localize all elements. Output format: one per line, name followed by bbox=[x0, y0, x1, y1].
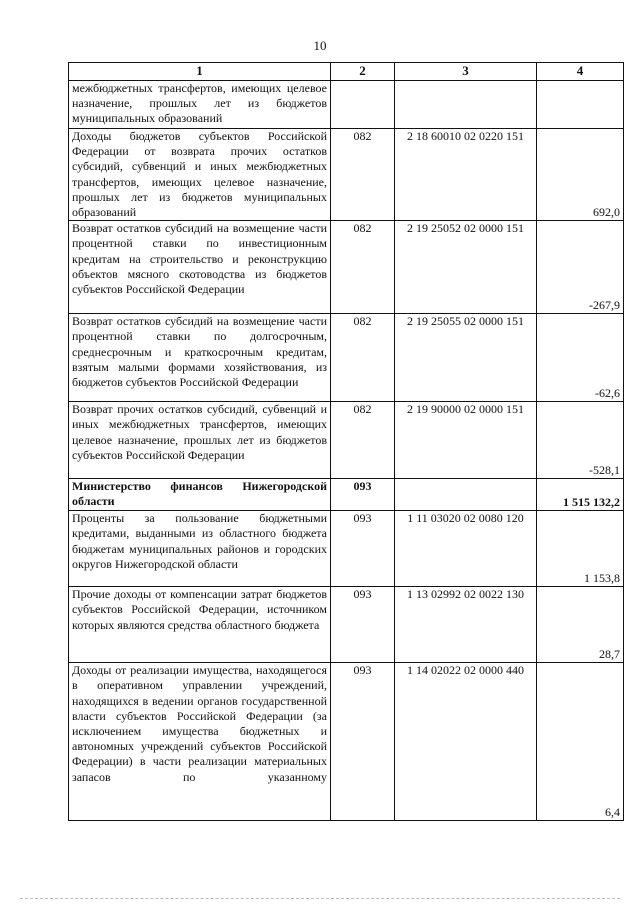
row-name: Министерство финансов Нижегородской области bbox=[69, 479, 331, 511]
row-name: Возврат остатков субсидий на возмещение части процентной ставки по долгосрочным, среднесрочным и краткосрочным кредитам, взятым малыми формами хозяйствования, из бюджетов субъектов Российской Федерации bbox=[69, 314, 331, 402]
row-kbk: 2 19 90000 02 0000 151 bbox=[395, 402, 537, 479]
row-amount: 1 515 132,2 bbox=[537, 479, 624, 511]
table-row bbox=[69, 81, 624, 129]
row-code: 093 bbox=[331, 587, 395, 663]
row-amount: -62,6 bbox=[537, 314, 624, 402]
row-amount: 1 153,8 bbox=[537, 511, 624, 587]
table-header-row bbox=[69, 63, 624, 81]
row-code: 093 bbox=[331, 511, 395, 587]
header-col-4: 4 bbox=[537, 63, 624, 81]
row-kbk: 1 11 03020 02 0080 120 bbox=[395, 511, 537, 587]
header-col-2: 2 bbox=[331, 63, 395, 81]
table-row bbox=[69, 129, 624, 221]
row-code: 082 bbox=[331, 402, 395, 479]
row-code: 093 bbox=[331, 663, 395, 821]
row-amount: 6,4 bbox=[537, 663, 624, 821]
row-name: Проценты за пользование бюджетными кредитами, выданными из областного бюджета бюджетам муниципальных районов и городских округов Нижегородской области bbox=[69, 511, 331, 587]
header-col-1: 1 bbox=[69, 63, 331, 81]
row-amount: -267,9 bbox=[537, 221, 624, 314]
row-code bbox=[331, 81, 395, 129]
table-row bbox=[69, 511, 624, 587]
row-name: Доходы бюджетов субъектов Российской Федерации от возврата прочих остатков субсидий, субвенций и иных межбюджетных трансфертов, имеющих целевое назначение, прошлых лет из бюджетов муниципальных образований bbox=[69, 129, 331, 221]
row-kbk: 1 13 02992 02 0022 130 bbox=[395, 587, 537, 663]
row-name: Прочие доходы от компенсации затрат бюджетов субъектов Российской Федерации, источником которых являются средства областного бюджета bbox=[69, 587, 331, 663]
table-row bbox=[69, 221, 624, 314]
budget-table bbox=[68, 62, 624, 821]
row-name: межбюджетных трансфертов, имеющих целевое назначение, прошлых лет из бюджетов муниципальных образований bbox=[69, 81, 331, 129]
row-code: 082 bbox=[331, 314, 395, 402]
row-name: Возврат остатков субсидий на возмещение части процентной ставки по инвестиционным кредитам на строительство и реконструкцию объектов мясного скотоводства из бюджетов субъектов Российской Федерации bbox=[69, 221, 331, 314]
row-code: 082 bbox=[331, 129, 395, 221]
row-amount: 692,0 bbox=[537, 129, 624, 221]
row-amount bbox=[537, 81, 624, 129]
scan-edge-line bbox=[20, 898, 620, 899]
row-kbk bbox=[395, 479, 537, 511]
row-kbk: 2 18 60010 02 0220 151 bbox=[395, 129, 537, 221]
row-name: Доходы от реализации имущества, находящегося в оперативном управлении учреждений, находящихся в ведении органов государственной власти субъектов Российской Федерации (за исключением имущества бюджетных и автономных учреждений субъектов Российской Федерации) в части реализации материальных запасов по указанному bbox=[69, 663, 331, 821]
row-kbk bbox=[395, 81, 537, 129]
row-amount: 28,7 bbox=[537, 587, 624, 663]
row-amount: -528,1 bbox=[537, 402, 624, 479]
table-row bbox=[69, 402, 624, 479]
table-row-ministry bbox=[69, 479, 624, 511]
row-kbk: 2 19 25055 02 0000 151 bbox=[395, 314, 537, 402]
header-col-3: 3 bbox=[395, 63, 537, 81]
table-row bbox=[69, 314, 624, 402]
table-row bbox=[69, 587, 624, 663]
row-name: Возврат прочих остатков субсидий, субвенций и иных межбюджетных трансфертов, имеющих целевое назначение, прошлых лет из бюджетов субъектов Российской Федерации bbox=[69, 402, 331, 479]
row-code: 082 bbox=[331, 221, 395, 314]
row-code: 093 bbox=[331, 479, 395, 511]
row-kbk: 2 19 25052 02 0000 151 bbox=[395, 221, 537, 314]
table-row bbox=[69, 663, 624, 821]
page-number: 10 bbox=[313, 38, 327, 53]
row-kbk: 1 14 02022 02 0000 440 bbox=[395, 663, 537, 821]
